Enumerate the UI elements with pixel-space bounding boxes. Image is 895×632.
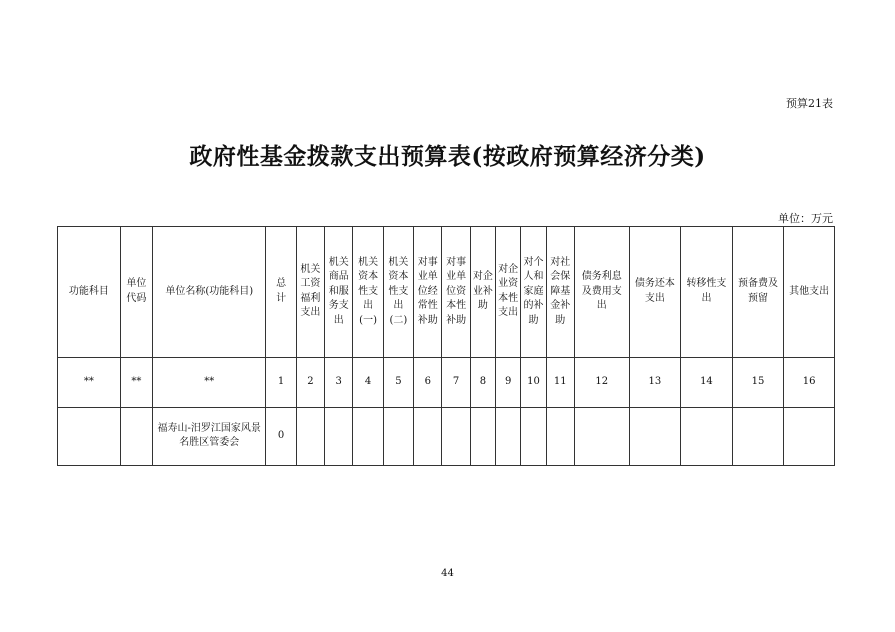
header-cell: 功能科目	[58, 227, 121, 358]
header-cell: 对事 业单 位经 常性 补助	[414, 227, 442, 358]
value-cell	[546, 407, 574, 465]
table-row	[58, 407, 835, 465]
column-number-cell: 1	[266, 357, 296, 407]
column-number-cell: 15	[732, 357, 784, 407]
header-cell: 对企 业补 助	[470, 227, 495, 358]
column-number-cell: 16	[784, 357, 835, 407]
value-cell	[470, 407, 495, 465]
value-cell	[732, 407, 784, 465]
header-cell: 预备费及 预留	[732, 227, 784, 358]
column-number-cell: 14	[681, 357, 733, 407]
header-cell: 对个 人和 家庭 的补 助	[521, 227, 546, 358]
header-cell: 机关 商品 和服 务支 出	[325, 227, 353, 358]
column-number-cell: 6	[414, 357, 442, 407]
value-cell	[296, 407, 324, 465]
value-cell	[574, 407, 629, 465]
total-cell: 0	[266, 407, 296, 465]
value-cell	[353, 407, 383, 465]
column-number-cell: 7	[442, 357, 470, 407]
header-cell: 对事 业单 位资 本性 补助	[442, 227, 470, 358]
value-cell	[496, 407, 521, 465]
header-cell: 总 计	[266, 227, 296, 358]
column-number-cell: 12	[574, 357, 629, 407]
value-cell	[325, 407, 353, 465]
header-cell: 债务还本 支出	[629, 227, 681, 358]
column-number-cell: **	[58, 357, 121, 407]
value-cell	[784, 407, 835, 465]
column-number-cell: 9	[496, 357, 521, 407]
column-number-cell: 2	[296, 357, 324, 407]
column-number-cell: 4	[353, 357, 383, 407]
page-number: 44	[441, 568, 454, 579]
column-number-row	[58, 357, 835, 407]
column-number-cell: **	[120, 357, 152, 407]
column-number-cell: 5	[383, 357, 413, 407]
header-cell: 转移性支 出	[681, 227, 733, 358]
column-number-cell: 13	[629, 357, 681, 407]
header-cell: 机关 资本 性支 出 (一)	[353, 227, 383, 358]
column-number-cell: 8	[470, 357, 495, 407]
value-cell	[414, 407, 442, 465]
page-title: 政府性基金拨款支出预算表(按政府预算经济分类)	[189, 143, 706, 170]
function-code-cell	[58, 407, 121, 465]
value-cell	[521, 407, 546, 465]
header-cell: 单位 代码	[120, 227, 152, 358]
header-cell: 单位名称(功能科目)	[153, 227, 266, 358]
header-cell: 债务利息 及费用支 出	[574, 227, 629, 358]
column-number-cell: 3	[325, 357, 353, 407]
column-number-cell: 10	[521, 357, 546, 407]
column-number-cell: **	[153, 357, 266, 407]
header-cell: 机关 资本 性支 出 (二)	[383, 227, 413, 358]
header-cell: 对社 会保 障基 金补 助	[546, 227, 574, 358]
unit-label: 单位：万元	[778, 212, 833, 225]
header-row	[58, 227, 835, 358]
value-cell	[442, 407, 470, 465]
header-cell: 其他支出	[784, 227, 835, 358]
budget-table	[57, 226, 835, 466]
unit-code-cell	[120, 407, 152, 465]
header-cell: 对企 业资 本性 支出	[496, 227, 521, 358]
value-cell	[629, 407, 681, 465]
column-number-cell: 11	[546, 357, 574, 407]
value-cell	[681, 407, 733, 465]
table-number-label: 预算21表	[786, 97, 833, 110]
header-cell: 机关 工资 福利 支出	[296, 227, 324, 358]
value-cell	[383, 407, 413, 465]
unit-name-cell: 福寿山-汨罗江国家风景名胜区管委会	[153, 407, 266, 465]
